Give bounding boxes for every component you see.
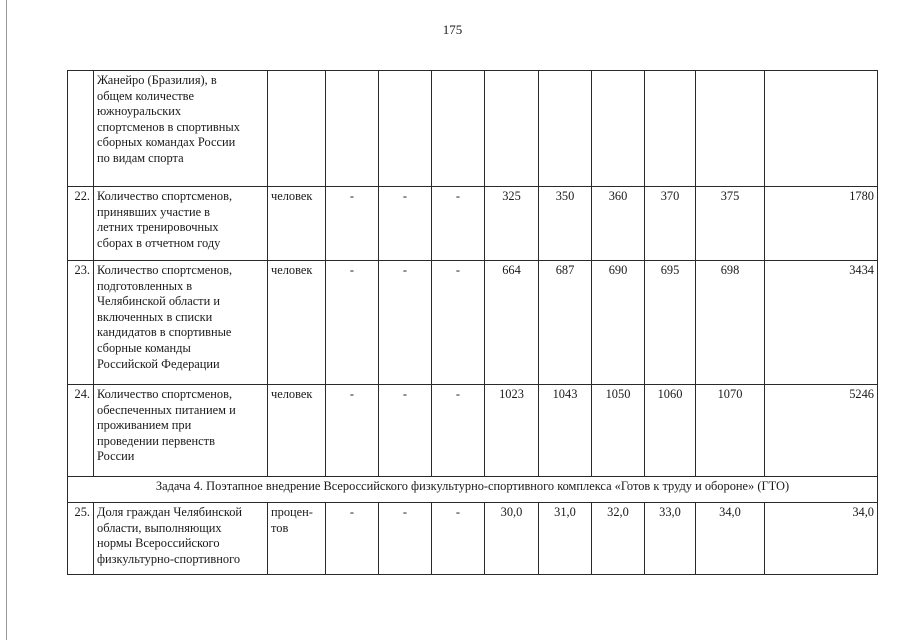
value-cell: -: [326, 187, 379, 261]
value-cell: -: [379, 261, 432, 385]
indicator-name: [94, 261, 268, 385]
indicator-name-line: кандидатов в спортивные: [97, 325, 232, 340]
value-cell: -: [432, 187, 485, 261]
indicator-name-line: Жанейро (Бразилия), в: [97, 73, 217, 87]
value-cell: [485, 71, 539, 187]
value-cell: [379, 71, 432, 187]
value-cell: 32,0: [592, 503, 645, 575]
unit-of-measure: человек: [268, 261, 326, 385]
value-cell: -: [432, 261, 485, 385]
unit-of-measure: [268, 71, 326, 187]
table-row: [68, 71, 878, 187]
value-cell: [539, 71, 592, 187]
indicator-name-line: Челябинской области и: [97, 294, 220, 309]
value-cell: [432, 71, 485, 187]
indicator-name-line: физкультурно-спортивного: [97, 551, 241, 566]
total-cell: 5246: [765, 385, 878, 477]
value-cell: 695: [645, 261, 696, 385]
value-cell: -: [432, 503, 485, 575]
row-number: [68, 71, 94, 187]
indicator-name: [94, 385, 268, 477]
unit-line: тов: [271, 520, 289, 535]
value-cell: -: [326, 503, 379, 575]
row-number: 22.: [68, 187, 94, 261]
value-cell: -: [432, 385, 485, 477]
indicator-name: [94, 503, 268, 575]
indicator-name-line: Количество спортсменов,: [97, 263, 233, 277]
indicator-name-line: проведении первенств: [97, 433, 215, 448]
value-cell: [326, 71, 379, 187]
value-cell: [696, 71, 765, 187]
page-edge-line: [6, 0, 7, 640]
value-cell: 1060: [645, 385, 696, 477]
unit-of-measure: человек: [268, 385, 326, 477]
table-row: [68, 187, 878, 261]
value-cell: 34,0: [696, 503, 765, 575]
value-cell: 360: [592, 187, 645, 261]
indicator-name-line: сборных командах России: [97, 135, 236, 150]
value-cell: [592, 71, 645, 187]
value-cell: 33,0: [645, 503, 696, 575]
task-heading: Задача 4. Поэтапное внедрение Всероссийского физкультурно-спортивного комплекса «Готов к труду и обороне» (ГТО): [68, 477, 878, 503]
table-body: [68, 71, 878, 575]
table-row: [68, 503, 878, 575]
indicator-name-line: подготовленных в: [97, 278, 193, 293]
task-row: [68, 477, 878, 503]
value-cell: -: [379, 187, 432, 261]
indicator-name-line: летних тренировочных: [97, 220, 219, 235]
indicator-name-line: по видам спорта: [97, 150, 184, 165]
row-number: 23.: [68, 261, 94, 385]
table-row: [68, 261, 878, 385]
value-cell: [645, 71, 696, 187]
total-cell: [765, 71, 878, 187]
value-cell: 1023: [485, 385, 539, 477]
value-cell: 690: [592, 261, 645, 385]
indicator-name: [94, 187, 268, 261]
indicator-name-line: сборные команды: [97, 340, 191, 355]
value-cell: 375: [696, 187, 765, 261]
indicator-name-line: принявших участие в: [97, 204, 211, 219]
total-cell: 1780: [765, 187, 878, 261]
indicator-name-line: проживанием при: [97, 418, 192, 433]
indicator-name-line: Количество спортсменов,: [97, 189, 233, 203]
unit-of-measure: человек: [268, 187, 326, 261]
value-cell: -: [379, 385, 432, 477]
value-cell: -: [326, 385, 379, 477]
total-cell: 3434: [765, 261, 878, 385]
value-cell: 31,0: [539, 503, 592, 575]
indicator-name-line: включенных в списки: [97, 309, 213, 324]
indicator-name-line: Российской Федерации: [97, 356, 220, 371]
value-cell: 350: [539, 187, 592, 261]
indicator-name-line: сборах в отчетном году: [97, 235, 221, 250]
unit-line: процен-: [271, 505, 313, 519]
value-cell: 325: [485, 187, 539, 261]
value-cell: -: [379, 503, 432, 575]
value-cell: 1043: [539, 385, 592, 477]
table-row: [68, 385, 878, 477]
total-cell: 34,0: [765, 503, 878, 575]
indicator-name-line: Доля граждан Челябинской: [97, 505, 243, 519]
indicator-name-line: спортсменов в спортивных: [97, 119, 240, 134]
unit-of-measure: [268, 503, 326, 575]
indicators-table: [67, 70, 878, 575]
indicator-name-line: южноуральских: [97, 104, 182, 119]
value-cell: 1050: [592, 385, 645, 477]
row-number: 25.: [68, 503, 94, 575]
value-cell: -: [326, 261, 379, 385]
indicator-name-line: области, выполняющих: [97, 520, 222, 535]
page-number: 175: [442, 22, 463, 37]
indicator-name-line: России: [97, 449, 135, 464]
value-cell: 664: [485, 261, 539, 385]
row-number: 24.: [68, 385, 94, 477]
indicator-name: [94, 71, 268, 187]
indicator-name-line: обеспеченных питанием и: [97, 402, 236, 417]
indicator-name-line: нормы Всероссийского: [97, 536, 220, 551]
value-cell: 687: [539, 261, 592, 385]
value-cell: 698: [696, 261, 765, 385]
value-cell: 1070: [696, 385, 765, 477]
indicator-name-line: Количество спортсменов,: [97, 387, 233, 401]
value-cell: 30,0: [485, 503, 539, 575]
value-cell: 370: [645, 187, 696, 261]
indicator-name-line: общем количестве: [97, 88, 194, 103]
